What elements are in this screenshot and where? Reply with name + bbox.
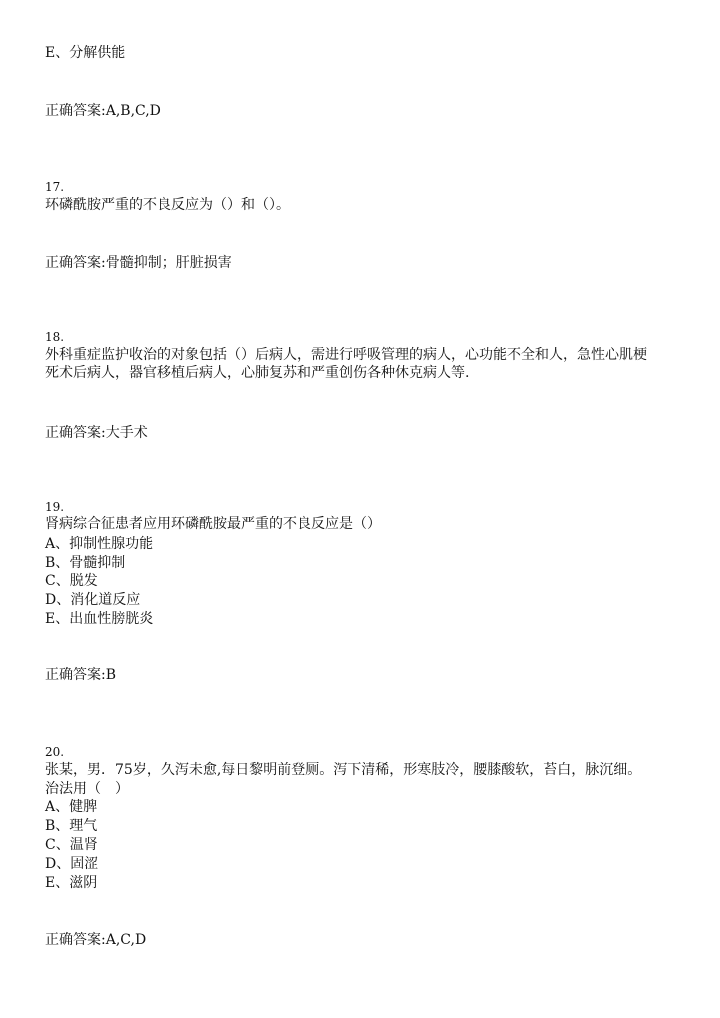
q19-stem: 肾病综合征患者应用环磷酰胺最严重的不良反应是（） bbox=[45, 516, 381, 532]
q17-answer: 正确答案:骨髓抑制；肝脏损害 bbox=[45, 255, 232, 271]
q18-stem-line2: 死术后病人，器官移植后病人，心肺复苏和严重创伤各种休克病人等. bbox=[45, 365, 470, 381]
q20-stem-line1: 张某，男．75岁，久泻未愈,每日黎明前登厕。泻下清稀，形寒肢冷，腰膝酸软，苔白，脉沉细。 bbox=[45, 762, 642, 778]
q17-stem: 环磷酰胺严重的不良反应为（）和（）。 bbox=[45, 197, 290, 213]
q19-option-b: B、骨髓抑制 bbox=[45, 555, 126, 571]
q18-answer: 正确答案:大手术 bbox=[45, 425, 148, 441]
q20-option-e: E、滋阴 bbox=[45, 875, 98, 891]
q20-option-c: C、温肾 bbox=[45, 837, 98, 853]
q19-number: 19. bbox=[45, 500, 65, 514]
q16-option-e: E、分解供能 bbox=[45, 45, 126, 61]
q16-answer: 正确答案:A,B,C,D bbox=[45, 103, 161, 119]
q20-stem-line2: 治法用（ ） bbox=[45, 781, 129, 797]
q18-stem-line1: 外科重症监护收治的对象包括（）后病人，需进行呼吸管理的病人，心功能不全和人，急性心肌梗 bbox=[45, 347, 647, 363]
q19-option-e: E、出血性膀胱炎 bbox=[45, 611, 154, 627]
q20-number: 20. bbox=[45, 745, 65, 759]
q20-option-d: D、固涩 bbox=[45, 856, 99, 872]
q19-answer: 正确答案:B bbox=[45, 667, 117, 683]
q19-option-d: D、消化道反应 bbox=[45, 592, 141, 608]
q20-answer: 正确答案:A,C,D bbox=[45, 932, 147, 948]
q19-option-c: C、脱发 bbox=[45, 573, 98, 589]
q19-option-a: A、抑制性腺功能 bbox=[45, 536, 154, 552]
q20-option-b: B、理气 bbox=[45, 818, 98, 834]
q18-number: 18. bbox=[45, 330, 65, 344]
q17-number: 17. bbox=[45, 180, 65, 194]
q20-option-a: A、健脾 bbox=[45, 799, 98, 815]
